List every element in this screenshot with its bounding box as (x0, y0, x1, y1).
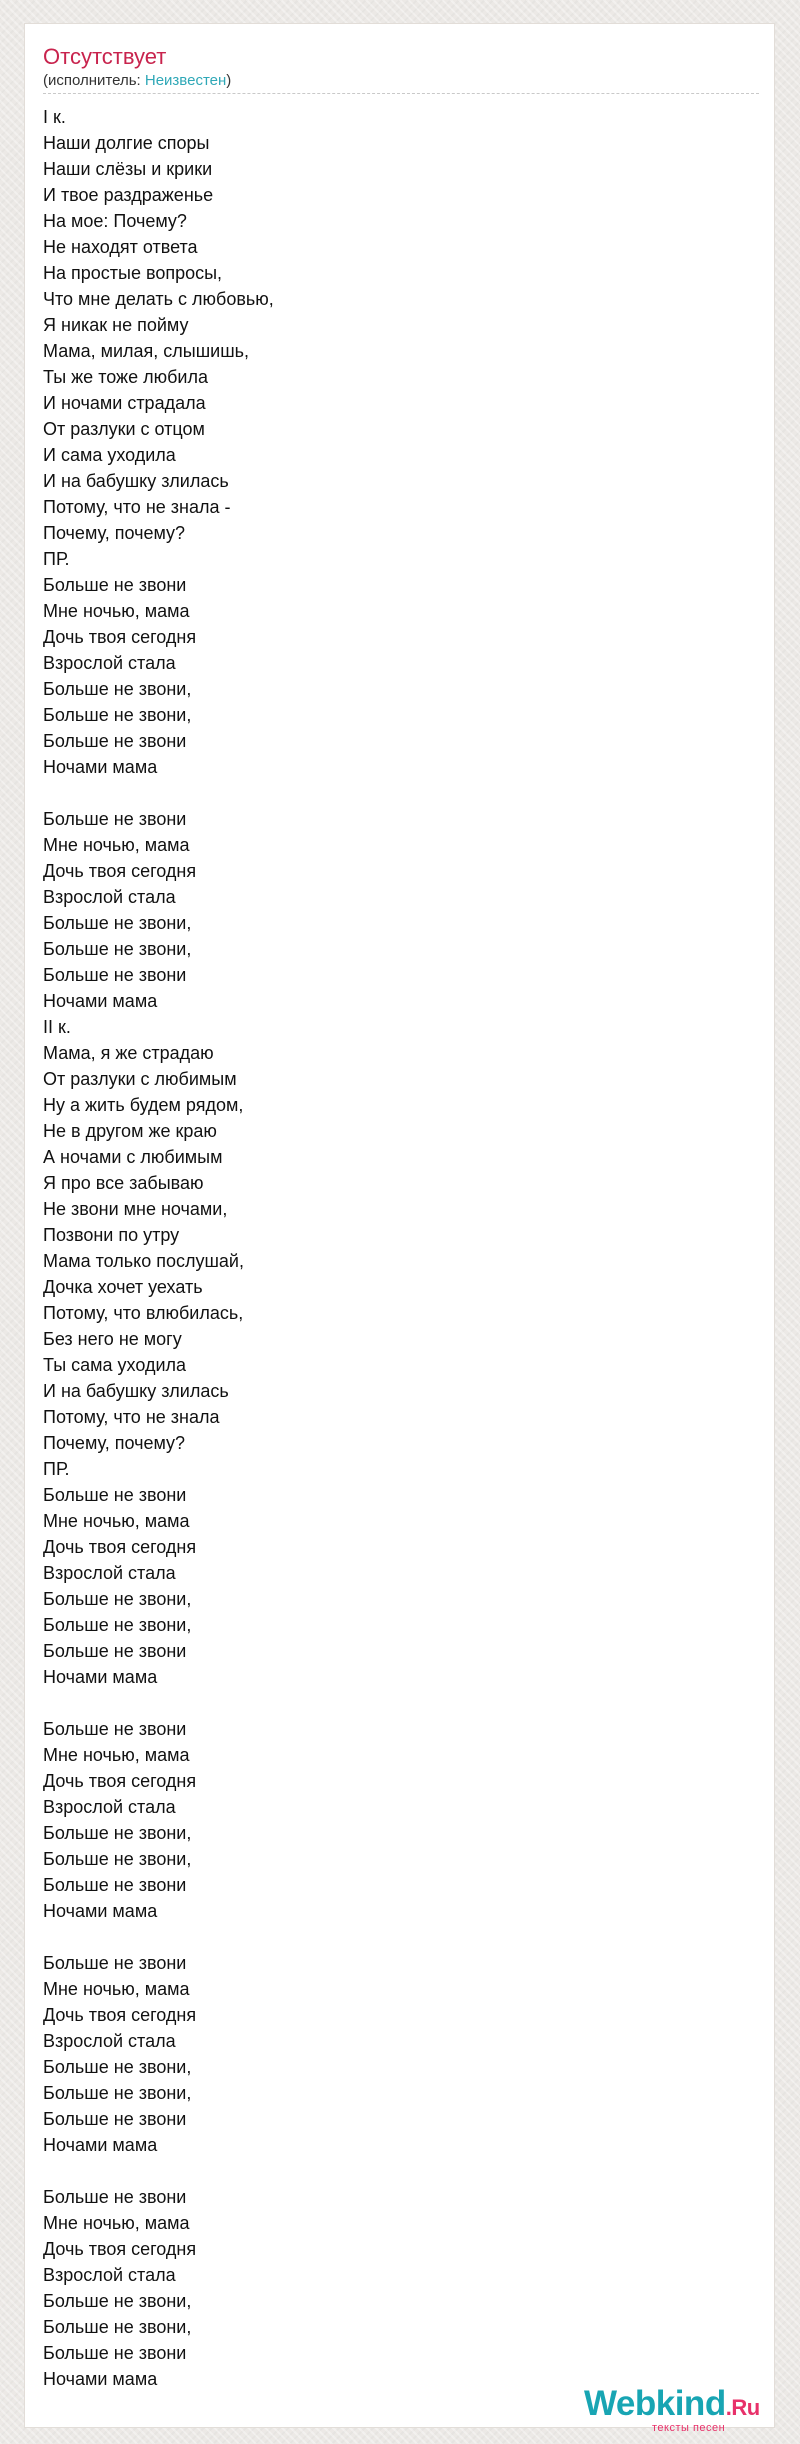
lyric-line: Больше не звони, (43, 939, 192, 959)
lyric-line: Больше не звони (43, 2343, 187, 2363)
lyric-line: Больше не звони, (43, 913, 192, 933)
lyric-line: Я про все забываю (43, 1173, 204, 1193)
lyric-line: Мне ночью, мама (43, 1979, 190, 1999)
lyric-line: И сама уходила (43, 445, 176, 465)
lyric-line: Ночами мама (43, 1667, 158, 1687)
lyric-line: Дочка хочет уехать (43, 1277, 203, 1297)
lyric-line: Дочь твоя сегодня (43, 1537, 197, 1557)
logo-main-text: Webkind (584, 2384, 726, 2423)
logo-wordmark (584, 2385, 760, 2427)
lyric-line: Потому, что не знала - (43, 497, 231, 517)
lyric-line: Больше не звони, (43, 679, 192, 699)
lyric-line: Больше не звони (43, 1719, 187, 1739)
lyric-line: Позвони по утру (43, 1225, 180, 1245)
lyric-line: Больше не звони, (43, 1849, 192, 1869)
lyric-line: Больше не звони (43, 1875, 187, 1895)
lyric-line: Взрослой стала (43, 887, 176, 907)
lyric-line: Мама, я же страдаю (43, 1043, 214, 1063)
lyric-line: Ты сама уходила (43, 1355, 187, 1375)
lyrics-text (43, 104, 274, 2392)
lyric-line: Я никак не пойму (43, 315, 189, 335)
lyric-line: Не находят ответа (43, 237, 198, 257)
lyric-line: I к. (43, 107, 66, 127)
logo-tld-text: .Ru (725, 2395, 760, 2420)
lyric-line: Взрослой стала (43, 653, 176, 673)
lyric-line: Больше не звони (43, 575, 187, 595)
lyric-line: Дочь твоя сегодня (43, 2239, 197, 2259)
lyric-line: Почему, почему? (43, 1433, 186, 1453)
lyric-line: Больше не звони (43, 809, 187, 829)
lyric-line: От разлуки с любимым (43, 1069, 237, 1089)
lyric-line: Ну а жить будем рядом, (43, 1095, 244, 1115)
artist-link[interactable]: Неизвестен (144, 72, 227, 89)
lyric-line: Мне ночью, мама (43, 835, 190, 855)
lyric-line: Без него не могу (43, 1329, 182, 1349)
lyric-line: И ночами страдала (43, 393, 206, 413)
lyric-line: Больше не звони (43, 1485, 187, 1505)
lyric-line: ПР. (43, 549, 70, 569)
lyric-line: Больше не звони, (43, 1615, 192, 1635)
lyric-line: Мне ночью, мама (43, 2213, 190, 2233)
lyric-blank-line (43, 1924, 274, 1950)
lyric-line: Взрослой стала (43, 1563, 176, 1583)
lyric-blank-line (43, 780, 274, 806)
lyric-line: Взрослой стала (43, 2031, 176, 2051)
lyric-line: На простые вопросы, (43, 263, 223, 283)
lyric-line: Больше не звони, (43, 705, 192, 725)
logo-tagline: тексты песен (652, 2422, 726, 2434)
lyric-line: Дочь твоя сегодня (43, 627, 197, 647)
lyric-line: И твое раздраженье (43, 185, 214, 205)
lyric-line: Дочь твоя сегодня (43, 1771, 197, 1791)
lyric-blank-line (43, 2158, 274, 2184)
lyric-line: Больше не звони (43, 1641, 187, 1661)
lyric-line: Наши слёзы и крики (43, 159, 213, 179)
lyric-line: Ты же тоже любила (43, 367, 208, 387)
lyric-line: Больше не звони, (43, 1823, 192, 1843)
lyric-line: И на бабушку злилась (43, 471, 229, 491)
lyric-line: Потому, что влюбилась, (43, 1303, 244, 1323)
artist-line (43, 72, 231, 90)
header-divider (43, 93, 759, 94)
lyric-line: Наши долгие споры (43, 133, 210, 153)
lyric-line: Мне ночью, мама (43, 1511, 190, 1531)
lyric-line: Больше не звони, (43, 1589, 192, 1609)
lyric-line: Почему, почему? (43, 523, 186, 543)
lyric-line: Ночами мама (43, 1901, 158, 1921)
lyric-line: Не в другом же краю (43, 1121, 217, 1141)
lyric-line: Больше не звони (43, 1953, 187, 1973)
lyric-line: Мне ночью, мама (43, 601, 190, 621)
lyric-line: Больше не звони, (43, 2291, 192, 2311)
lyric-line: Мама, милая, слышишь, (43, 341, 250, 361)
lyric-line: Дочь твоя сегодня (43, 861, 197, 881)
lyric-line: Больше не звони, (43, 2083, 192, 2103)
lyric-line: Не звони мне ночами, (43, 1199, 228, 1219)
lyric-line: А ночами с любимым (43, 1147, 223, 1167)
artist-suffix: ) (226, 72, 232, 89)
lyric-line: Ночами мама (43, 2369, 158, 2389)
lyric-line: II к. (43, 1017, 71, 1037)
lyric-line: От разлуки с отцом (43, 419, 205, 439)
lyric-line: Мне ночью, мама (43, 1745, 190, 1765)
lyric-line: Ночами мама (43, 2135, 158, 2155)
lyric-line: Больше не звони, (43, 2057, 192, 2077)
lyric-blank-line (43, 1690, 274, 1716)
lyric-line: На мое: Почему? (43, 211, 187, 231)
lyric-line: Больше не звони (43, 2109, 187, 2129)
lyric-line: ПР. (43, 1459, 70, 1479)
lyric-line: Взрослой стала (43, 2265, 176, 2285)
lyrics-card (24, 23, 775, 2434)
lyric-line: Ночами мама (43, 757, 158, 777)
lyric-line: Больше не звони (43, 2187, 187, 2207)
artist-prefix: (исполнитель: (43, 72, 145, 89)
lyric-line: Больше не звони, (43, 2317, 192, 2337)
lyric-line: Мама только послушай, (43, 1251, 244, 1271)
lyric-line: Ночами мама (43, 991, 158, 1011)
lyric-line: Взрослой стала (43, 1797, 176, 1817)
lyric-line: Больше не звони (43, 965, 187, 985)
lyric-line: И на бабушку злилась (43, 1381, 229, 1401)
song-title: Отсутствует (43, 44, 167, 69)
lyric-line: Потому, что не знала (43, 1407, 220, 1427)
lyric-line: Больше не звони (43, 731, 187, 751)
lyric-line: Дочь твоя сегодня (43, 2005, 197, 2025)
webkind-logo[interactable] (584, 2385, 784, 2435)
lyric-line: Что мне делать с любовью, (43, 289, 274, 309)
